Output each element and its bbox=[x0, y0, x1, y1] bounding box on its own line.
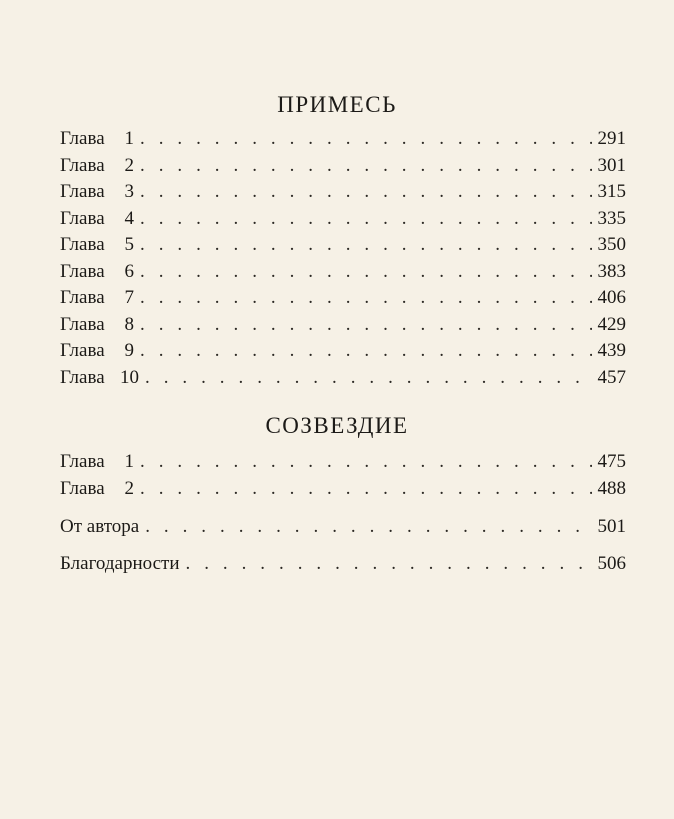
chapter-word: Глава bbox=[60, 181, 105, 202]
page-number: 501 bbox=[597, 516, 626, 537]
toc-entry[interactable] bbox=[60, 179, 626, 206]
toc-entry[interactable] bbox=[60, 153, 626, 180]
page-number: 457 bbox=[597, 366, 626, 388]
chapter-word: Глава bbox=[60, 234, 105, 255]
chapter-number: 4 bbox=[124, 207, 134, 229]
dot-leader bbox=[136, 312, 592, 338]
chapter-number: 10 bbox=[120, 366, 139, 388]
page-number: 301 bbox=[597, 154, 626, 176]
toc-entry[interactable] bbox=[60, 126, 626, 153]
toc-extra-thanks bbox=[60, 551, 626, 578]
dot-leader bbox=[136, 338, 592, 364]
chapter-word: Глава bbox=[60, 366, 105, 388]
toc-entry[interactable] bbox=[60, 449, 626, 476]
dot-leader bbox=[136, 259, 592, 285]
chapter-number: 5 bbox=[124, 234, 134, 255]
page-number: 506 bbox=[597, 553, 626, 574]
toc-list-primes bbox=[60, 126, 626, 391]
chapter-number: 9 bbox=[124, 340, 134, 361]
dot-leader bbox=[136, 153, 592, 179]
toc-entry[interactable] bbox=[60, 551, 626, 578]
page-number: 335 bbox=[597, 207, 626, 229]
toc-entry-label bbox=[60, 206, 136, 232]
page-number: 383 bbox=[597, 260, 626, 282]
chapter-word: Глава bbox=[60, 340, 105, 361]
chapter-number: 8 bbox=[124, 313, 134, 335]
chapter-number: 1 bbox=[124, 451, 134, 472]
toc-entry[interactable] bbox=[60, 476, 626, 503]
chapter-number: 2 bbox=[124, 477, 134, 499]
toc-entry-label bbox=[60, 312, 136, 338]
dot-leader bbox=[136, 476, 592, 502]
page-number: 439 bbox=[597, 340, 626, 361]
toc-entry-label bbox=[60, 338, 136, 364]
dot-leader bbox=[136, 232, 592, 258]
page-number: 406 bbox=[597, 287, 626, 308]
page-number: 350 bbox=[597, 234, 626, 255]
toc-entry-label bbox=[60, 259, 136, 285]
chapter-word: Глава bbox=[60, 313, 105, 335]
page-number: 475 bbox=[597, 451, 626, 472]
toc-entry[interactable] bbox=[60, 514, 626, 541]
dot-leader bbox=[136, 449, 592, 475]
chapter-number: 2 bbox=[124, 154, 134, 176]
chapter-number: 7 bbox=[124, 287, 134, 308]
toc-entry[interactable] bbox=[60, 259, 626, 286]
toc-extra-author bbox=[60, 514, 626, 541]
toc-entry[interactable] bbox=[60, 232, 626, 259]
dot-leader bbox=[136, 206, 592, 232]
toc-entry-label: Благодарности bbox=[60, 553, 180, 574]
toc-entry-label bbox=[60, 232, 136, 258]
toc-entry-label: От автора bbox=[60, 516, 140, 537]
dot-leader bbox=[136, 126, 592, 152]
toc-entry-label bbox=[60, 476, 136, 502]
toc-entry-label bbox=[60, 449, 136, 475]
page-number: 488 bbox=[597, 477, 626, 499]
toc-list-constellation bbox=[60, 449, 626, 502]
toc-entry[interactable] bbox=[60, 338, 626, 365]
toc-entry-label bbox=[60, 153, 136, 179]
chapter-number: 1 bbox=[124, 128, 134, 149]
page-number: 315 bbox=[597, 181, 626, 202]
dot-leader bbox=[141, 514, 592, 540]
page-number: 429 bbox=[597, 313, 626, 335]
toc-entry[interactable] bbox=[60, 206, 626, 233]
section-title-primes: ПРИМЕСЬ bbox=[277, 92, 397, 117]
dot-leader bbox=[182, 551, 593, 577]
chapter-word: Глава bbox=[60, 477, 105, 499]
chapter-word: Глава bbox=[60, 154, 105, 176]
dot-leader bbox=[141, 365, 592, 391]
page-number: 291 bbox=[597, 128, 626, 149]
toc-entry[interactable] bbox=[60, 365, 626, 392]
dot-leader bbox=[136, 179, 592, 205]
toc-entry-label bbox=[60, 126, 136, 152]
toc-entry-label bbox=[60, 179, 136, 205]
chapter-word: Глава bbox=[60, 260, 105, 282]
chapter-word: Глава bbox=[60, 207, 105, 229]
chapter-word: Глава bbox=[60, 128, 105, 149]
chapter-number: 3 bbox=[124, 181, 134, 202]
toc-entry[interactable] bbox=[60, 312, 626, 339]
chapter-number: 6 bbox=[124, 260, 134, 282]
chapter-word: Глава bbox=[60, 287, 105, 308]
toc-entry-label bbox=[60, 285, 136, 311]
section-title-constellation: СОЗВЕЗДИЕ bbox=[265, 413, 409, 438]
toc-entry-label bbox=[60, 365, 141, 391]
chapter-word: Глава bbox=[60, 451, 105, 472]
dot-leader bbox=[136, 285, 592, 311]
toc-entry[interactable] bbox=[60, 285, 626, 312]
